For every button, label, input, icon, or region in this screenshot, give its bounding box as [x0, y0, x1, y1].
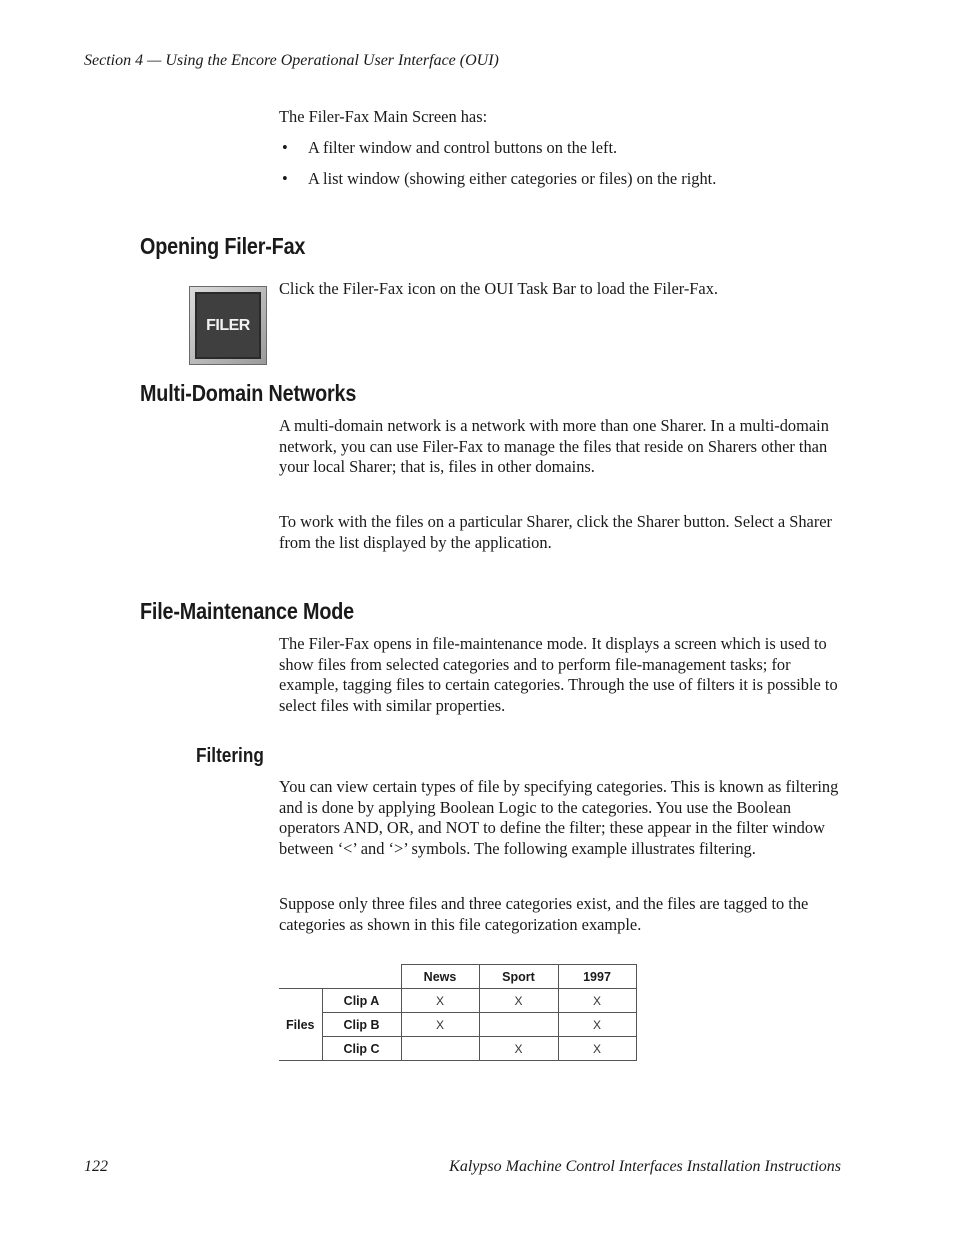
column-header: 1997: [558, 965, 636, 989]
column-header: News: [401, 965, 479, 989]
footer-doc-title: Kalypso Machine Control Interfaces Installation Instructions: [449, 1158, 841, 1175]
heading-filtering: Filtering: [196, 745, 264, 767]
filtering-paragraph-2: Suppose only three files and three categories exist, and the files are tagged to the categories as shown in this file categorization example.: [279, 894, 809, 934]
table-cell: X: [479, 989, 558, 1013]
table-corner: [279, 965, 401, 989]
multi-domain-paragraph-2: To work with the files on a particular Sharer, click the Sharer button. Select a Sharer from the list displayed by the application.: [279, 512, 833, 552]
bullet-item: • A list window (showing either categories or files) on the right.: [282, 169, 842, 190]
table-cell: X: [401, 1013, 479, 1037]
multi-domain-paragraph-1: A multi-domain network is a network with more than one Sharer. In a multi-domain network, you can use Filer-Fax to manage the files that reside on Sharers other than your local Sharer; that is, files in other domains.: [279, 416, 829, 476]
filer-icon: [189, 286, 267, 365]
table-row: [279, 1037, 636, 1061]
table-cell: X: [558, 1037, 636, 1061]
file-maintenance-paragraph: The Filer-Fax opens in file-maintenance mode. It displays a screen which is used to show files from selected categories and to perform file-management tasks; for example, tagging files to certain categories. Through the use of filters it is possible to select files with similar properties.: [279, 634, 838, 715]
table-cell: X: [558, 989, 636, 1013]
opening-text: Click the Filer-Fax icon on the OUI Task Bar to load the Filer-Fax.: [279, 279, 718, 298]
files-group-label: Files: [279, 989, 322, 1061]
running-header: Section 4 — Using the Encore Operational User Interface (OUI): [84, 52, 499, 69]
column-header: Sport: [479, 965, 558, 989]
row-label: Clip C: [322, 1037, 401, 1061]
table-row: [279, 989, 636, 1013]
filtering-paragraph-1: You can view certain types of file by specifying categories. This is known as filtering and is done by applying Boolean Logic to the categories. You use the Boolean operators AND, OR, and NOT to define the filter; these appear in the filter window between ‘<’ and ‘>’ symbols. The following example illustrates filtering.: [279, 777, 839, 858]
table-cell: [479, 1013, 558, 1037]
page-number: 122: [84, 1158, 108, 1175]
table-cell: X: [401, 989, 479, 1013]
intro-lead: The Filer-Fax Main Screen has:: [279, 107, 488, 126]
table-cell: X: [558, 1013, 636, 1037]
table-cell: X: [479, 1037, 558, 1061]
heading-multi-domain-networks: Multi-Domain Networks: [140, 380, 357, 406]
filer-icon-label: FILER: [195, 292, 261, 359]
table-header-row: [279, 965, 636, 989]
intro-bullet-list: [282, 138, 842, 199]
table-cell: [401, 1037, 479, 1061]
bullet-item: • A filter window and control buttons on the left.: [282, 138, 842, 159]
row-label: Clip A: [322, 989, 401, 1013]
row-label: Clip B: [322, 1013, 401, 1037]
file-categorization-table: [279, 964, 637, 1061]
table-row: [279, 1013, 636, 1037]
heading-opening-filer-fax: Opening Filer-Fax: [140, 233, 306, 259]
heading-file-maintenance-mode: File-Maintenance Mode: [140, 598, 355, 624]
